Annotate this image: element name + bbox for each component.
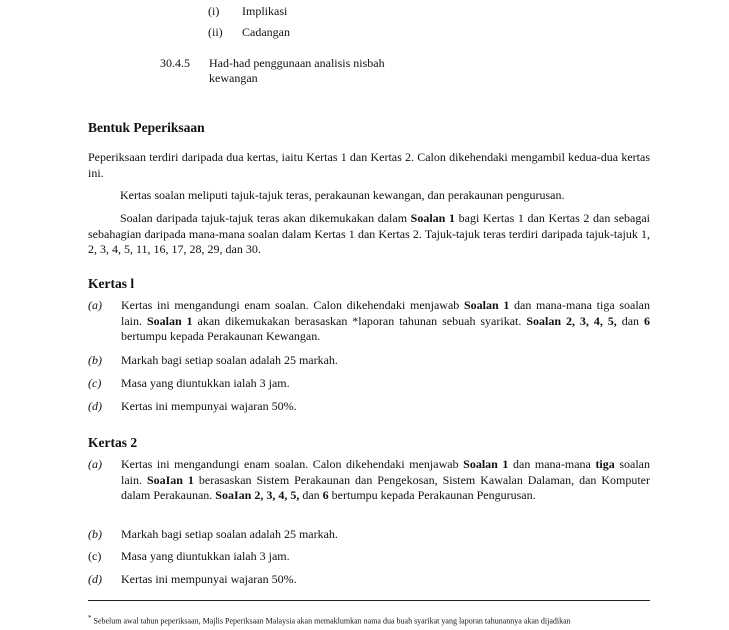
- kertas-1-item-c: (c) Masa yang diuntukkan ialah 3 jam.: [88, 376, 290, 390]
- kertas-1-item-b: (b) Markah bagi setiap soalan adalah 25 markah.: [88, 353, 338, 367]
- footnote: * Sebelum awal tahun peperiksaan, Majlis Peperiksaan Malaysia akan memaklumkan nama dua buah syarikat yang laporan tahunannya akan dijadikan: [88, 614, 571, 626]
- section-title-line1: Had-had penggunaan analisis nisbah: [209, 56, 385, 70]
- outline-item-ii-text: Cadangan: [242, 25, 290, 39]
- bentuk-peperiksaan-heading: Bentuk Peperiksaan: [88, 120, 205, 135]
- kertas-2-item-d: (d) Kertas ini mempunyai wajaran 50%.: [88, 572, 297, 586]
- footnote-divider: [88, 600, 650, 601]
- outline-item-i-label: (i): [208, 4, 220, 18]
- kertas-1-heading: Kertas l: [88, 276, 135, 291]
- kertas-2-item-a: (a) Kertas ini mengandungi enam soalan. Calon dikehendaki menjawab Soalan 1 dan mana-mana tiga soalan lain. SoaIan 1 berasaskan Sistem Perakaunan dan Pengekosan, Sistem Kawalan Dalaman, dan Komputer dalam Perakaunan. SoaIan 2, 3, 4, 5, dan 6 bertumpu kepada Perakaunan Pengurusan.: [88, 457, 651, 502]
- kertas-2-heading: Kertas 2: [88, 435, 138, 450]
- outline-item-ii-label: (ii): [208, 25, 223, 39]
- bentuk-paragraph-2: Kertas soalan meliputi tajuk-tajuk teras, perakaunan kewangan, dan perakaunan pengurusan.: [120, 188, 565, 202]
- kertas-2-item-c: (c) Masa yang diuntukkan ialah 3 jam.: [88, 549, 290, 563]
- kertas-2-item-b: (b) Markah bagi setiap soalan adalah 25 markah.: [88, 527, 338, 541]
- outline-item-i-text: Implikasi: [242, 4, 288, 18]
- kertas-1-item-a: (a) Kertas ini mengandungi enam soalan. Calon dikehendaki menjawab Soalan 1 dan mana-mana tiga soalan lain. Soalan 1 akan dikemukakan berasaskan *laporan tahunan sebuah syarikat. Soalan 2, 3, 4, 5, dan 6 bertumpu kepada Perakaunan Kewangan.: [88, 298, 650, 343]
- bentuk-paragraph-3: Soalan daripada tajuk-tajuk teras akan dikemukakan dalam Soalan 1 bagi Kertas 1 dan Kertas 2 dan sebagai sebahagian daripada mana-mana soalan dalam Kertas 1 dan Kertas 2. Tajuk-tajuk teras terdiri daripada tajuk-tajuk 1, 2, 3, 4, 5, 11, 16, 17, 28, 29, dan 30.: [88, 211, 651, 256]
- kertas-1-item-d: (d) Kertas ini mempunyai wajaran 50%.: [88, 399, 297, 413]
- bentuk-paragraph-1: Peperiksaan terdiri daripada dua kertas, iaitu Kertas 1 dan Kertas 2. Calon dikehendaki mengambil kedua-dua kertas ini.: [88, 150, 650, 180]
- section-title-line2: kewangan: [209, 71, 258, 85]
- section-number: 30.4.5: [160, 56, 190, 70]
